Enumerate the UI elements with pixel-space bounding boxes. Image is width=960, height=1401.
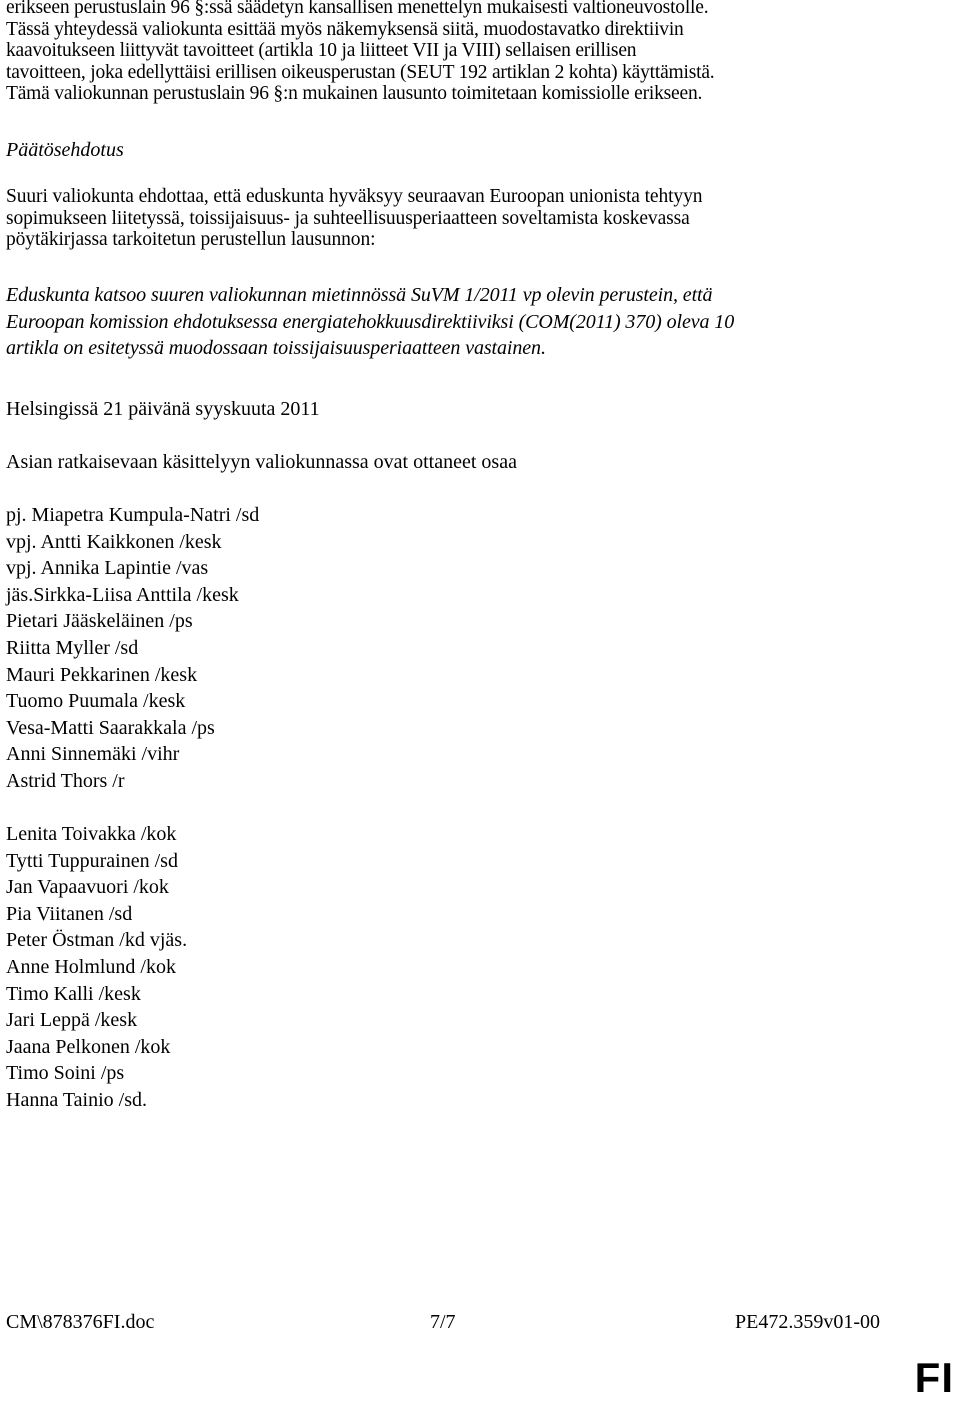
intro-line: kaavoitukseen liittyvät tavoitteet (artikla 10 ja liitteet VII ja VIII) sellaisen erillisen bbox=[6, 40, 637, 62]
intro-line: Tämä valiokunnan perustuslain 96 §:n mukainen lausunto toimitetaan komissiolle erikseen. bbox=[6, 83, 703, 105]
page-number: 7/7 bbox=[430, 1311, 456, 1333]
member-list-primary bbox=[6, 502, 259, 795]
member-entry: Timo Soini /ps bbox=[6, 1062, 125, 1085]
pe-reference: PE472.359v01-00 bbox=[735, 1311, 880, 1333]
member-entry: Anne Holmlund /kok bbox=[6, 955, 176, 978]
proposal-line: pöytäkirjassa tarkoitetun perustellun lausunnon: bbox=[6, 229, 376, 251]
intro-line: erikseen perustuslain 96 §:ssä säädetyn kansallisen menettelyn mukaisesti valtioneuvostolle. bbox=[6, 0, 709, 18]
member-entry: Jan Vapaavuori /kok bbox=[6, 876, 169, 899]
member-entry: vpj. Annika Lapintie /vas bbox=[6, 557, 209, 580]
document-reference: CM\878376FI.doc bbox=[6, 1311, 155, 1333]
member-entry: Hanna Tainio /sd. bbox=[6, 1088, 147, 1111]
resolution-paragraph bbox=[6, 282, 734, 362]
resolution-line: artikla on esitetyssä muodossaan toissijaisuusperiaatteen vastainen. bbox=[6, 337, 546, 359]
resolution-line: Eduskunta katsoo suuren valiokunnan mietinnössä SuVM 1/2011 vp olevin perustein, että bbox=[6, 284, 713, 306]
member-entry: Vesa-Matti Saarakkala /ps bbox=[6, 716, 215, 739]
page-footer bbox=[6, 1309, 956, 1335]
intro-line: Tässä yhteydessä valiokunta esittää myös näkemyksensä siitä, muodostavatko direktiivin bbox=[6, 18, 684, 40]
member-entry: Peter Östman /kd vjäs. bbox=[6, 929, 188, 952]
intro-line: tavoitteen, joka edellyttäisi erillisen oikeusperustan (SEUT 192 artiklan 2 kohta) käyttämistä. bbox=[6, 61, 715, 83]
section-heading: Päätösehdotus bbox=[6, 139, 124, 161]
language-code: FI bbox=[914, 1354, 954, 1401]
participation-statement: Asian ratkaisevaan käsittelyyn valiokunnassa ovat ottaneet osaa bbox=[6, 451, 517, 473]
member-entry: Jari Leppä /kesk bbox=[6, 1009, 138, 1032]
proposal-line: sopimukseen liitetyssä, toissijaisuus- ja suhteellisuusperiaatteen soveltamista koskevassa bbox=[6, 207, 690, 229]
member-entry: Lenita Toivakka /kok bbox=[6, 823, 177, 845]
place-date: Helsingissä 21 päivänä syyskuuta 2011 bbox=[6, 398, 320, 420]
member-entry: Anni Sinnemäki /vihr bbox=[6, 743, 180, 766]
member-entry: Riitta Myller /sd bbox=[6, 636, 139, 659]
member-entry: Timo Kalli /kesk bbox=[6, 982, 141, 1005]
member-entry: Pietari Jääskeläinen /ps bbox=[6, 610, 193, 633]
member-entry: jäs.Sirkka-Liisa Anttila /kesk bbox=[6, 583, 239, 606]
proposal-paragraph bbox=[6, 186, 702, 251]
member-entry: vpj. Antti Kaikkonen /kesk bbox=[6, 530, 222, 553]
proposal-line: Suuri valiokunta ehdottaa, että eduskunta hyväksyy seuraavan Euroopan unionista tehtyyn bbox=[6, 186, 703, 207]
member-entry: Astrid Thors /r bbox=[6, 769, 125, 792]
member-entry: Mauri Pekkarinen /kesk bbox=[6, 663, 198, 686]
member-entry: Pia Viitanen /sd bbox=[6, 902, 133, 925]
intro-paragraph bbox=[6, 0, 956, 105]
resolution-line: Euroopan komission ehdotuksessa energiatehokkuusdirektiiviksi (COM(2011) 370) oleva 10 bbox=[6, 310, 735, 333]
member-entry: pj. Miapetra Kumpula-Natri /sd bbox=[6, 504, 260, 526]
member-entry: Tytti Tuppurainen /sd bbox=[6, 849, 178, 872]
member-list-secondary bbox=[6, 821, 187, 1114]
member-entry: Jaana Pelkonen /kok bbox=[6, 1035, 171, 1058]
member-entry: Tuomo Puumala /kesk bbox=[6, 690, 186, 713]
